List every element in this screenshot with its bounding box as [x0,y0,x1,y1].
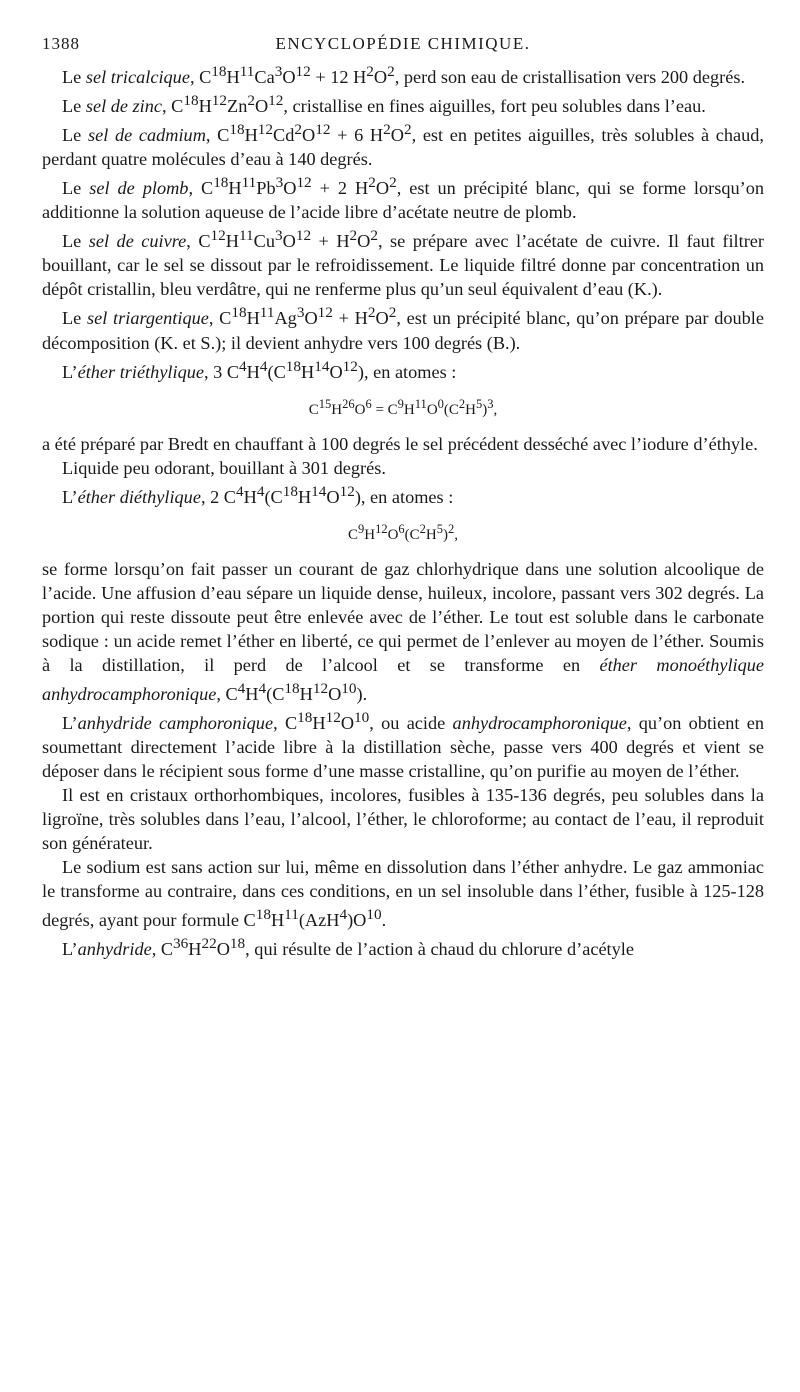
page-number: 1388 [42,34,80,53]
page-header [42,30,764,60]
document-body [42,60,764,961]
paragraph: se forme lorsqu’on fait passer un courant de gaz chlorhydrique dans une solution alcoolique de l’acide. Une affusion d’eau sépare un liquide dense, huileux, incolore, passant vers 302 degrés. La portion qui reste dissoute peut être enlevée avec de l’éther. Le tout est soluble dans le carbonate sodique : un acide remet l’éther en liberté, ce qui permet de l’enlever au moyen de l’éther. Soumis à la distillation, il perd de l’alcool et se transforme en éther monoéthylique anhydrocamphoronique, $C^4H^4(C^{18}H^{12}O^{10})$. [42,558,765,704]
formula-display: $C^{15}H^{26}O^6 = C^9H^{11}O^0(C^2H^5)^3$, [308,396,498,418]
paragraph: Le sel de cadmium, $C^{18}H^{12}Cd^2O^{12} + 6$ $H^2O^2$, est en petites aiguilles, très solubles à chaud, perdant quatre molécules d’eau à 140 degrés. [42,121,764,170]
paragraph: a été préparé par Bredt en chauffant à 100 degrés le sel précédent desséché avec l’iodure d’éthyle. [42,433,758,454]
paragraph: L’anhydride camphoronique, $C^{18}H^{12}O^{10}$, ou acide anhydrocamphoronique, qu’on obtient en soumettant directement l’acide libre à la distillation sèche, passe vers 400 degrés et vient se déposer dans le récipient sous forme d’une masse cristalline, qu’on purifie au moyen de l’éther. [42,708,765,781]
paragraph: Liquide peu odorant, bouillant à 301 degrés. [62,457,386,478]
paragraph: Le sel tricalcique, $C^{18}H^{11}Ca^3O^{12} + 12$ $H^2O^2$, perd son eau de cristallisation vers 200 degrés. [62,63,746,88]
formula-display: $C^9H^{12}O^6(C^2H^5)^2$, [347,521,459,543]
paragraph: L’anhydride, $C^{36}H^{22}O^{18}$, qui résulte de l’action à chaud du chlorure d’acétyle [62,935,634,960]
paragraph: Le sel de plomb, $C^{18}H^{11}Pb^3O^{12} + 2$ $H^2O^2$, est un précipité blanc, qui se forme lorsqu’on additionne la solution aqueuse de l’acide libre d’acétate neutre de plomb. [42,174,764,223]
paragraph: Il est en cristaux orthorhombiques, incolores, fusibles à 135-136 degrés, peu solubles dans la ligroïne, très solubles dans l’eau, l’alcool, l’éther, le chloroforme; au contact de l’eau, il reproduit son générateur. [42,784,764,853]
paragraph: Le sel de cuivre, $C^{12}H^{11}Cu^3O^{12} + H^2O^2$, se prépare avec l’acétate de cuivre. Il faut filtrer bouillant, car le sel se dissout par le refroidissement. Le liquide filtré donne par concentration un dépôt cristallin, bleu verdâtre, qui ne renferme plus qu’un seul équivalent d’eau (K.). [42,227,764,300]
paragraph: Le sel de zinc, $C^{18}H^{12}Zn^2O^{12}$, cristallise en fines aiguilles, fort peu solubles dans l’eau. [62,92,706,117]
paragraph: L’éther diéthylique, 2 $C^4H^4(C^{18}H^{14}O^{12})$, en atomes : [62,482,454,507]
running-title: ENCYCLOPÉDIE CHIMIQUE. [275,34,531,53]
paragraph: L’éther triéthylique, 3 $C^4H^4(C^{18}H^{14}O^{12})$, en atomes : [62,357,457,382]
paragraph: Le sodium est sans action sur lui, même en dissolution dans l’éther anhydre. Le gaz ammoniac le transforme au contraire, dans ces conditions, en un sel insoluble dans l’éther, fusible à 125-128 degrés, ayant pour formule $C^{18}H^{11}(AzH^4)O^{10}$. [42,856,764,931]
document-page [42,30,764,961]
paragraph: Le sel triargentique, $C^{18}H^{11}Ag^3O^{12} + H^2O^2$, est un précipité blanc, qu’on prépare par double décomposition (K. et S.); il devient anhydre vers 100 degrés (B.). [42,304,764,353]
